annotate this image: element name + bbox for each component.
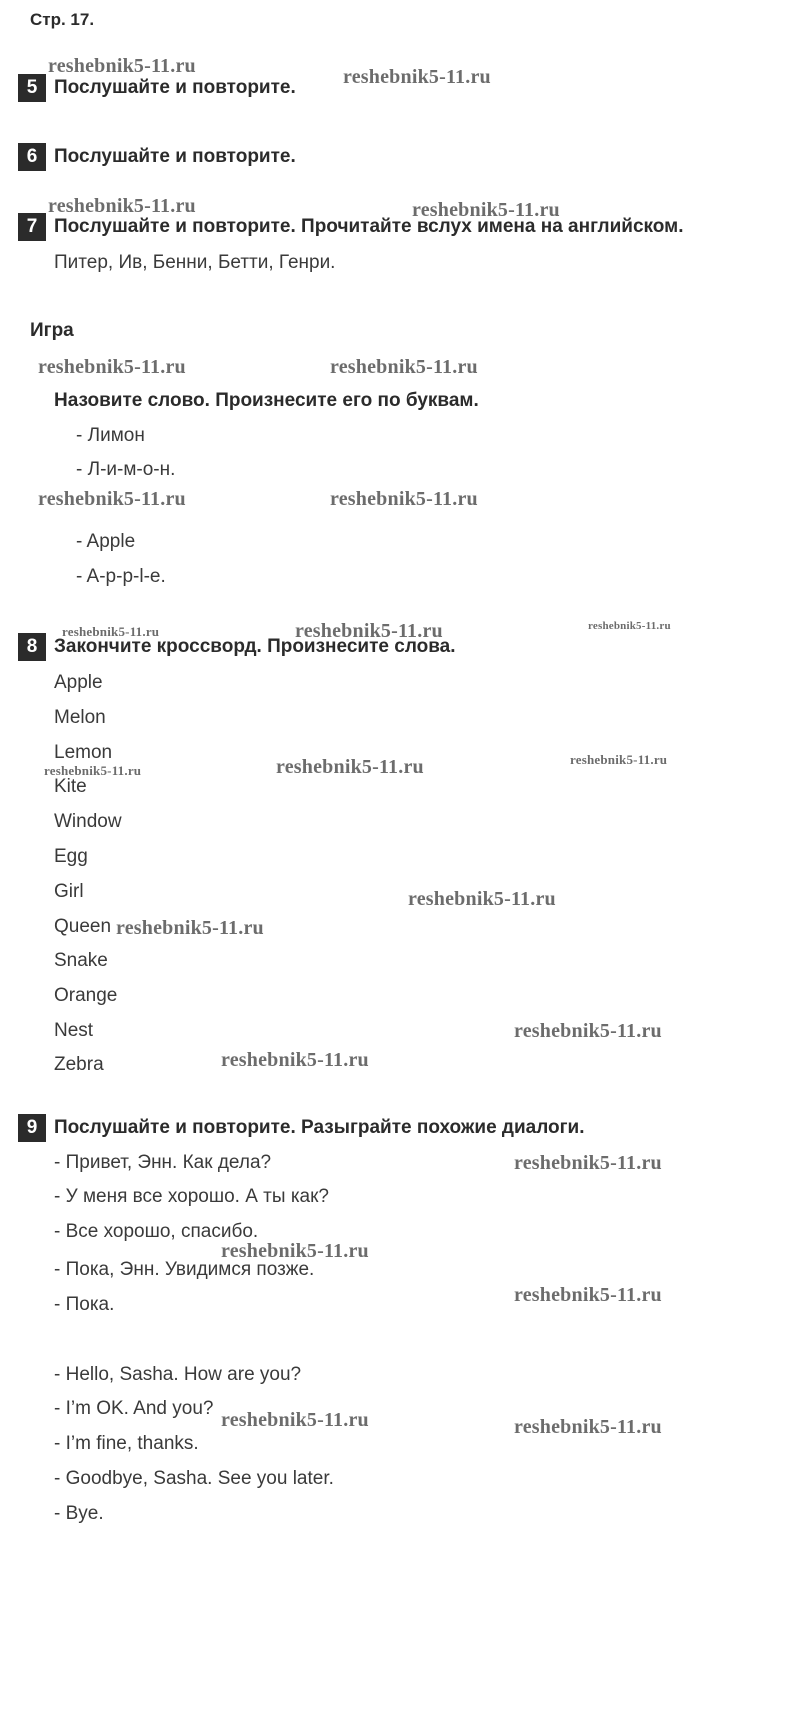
watermark: reshebnik5-11.ru bbox=[408, 888, 556, 910]
dialog-line-en: - I’m OK. And you? bbox=[54, 1398, 214, 1419]
watermark: reshebnik5-11.ru bbox=[588, 620, 671, 632]
game-instruction: Назовите слово. Произнесите его по буквам. bbox=[54, 390, 479, 411]
watermark: reshebnik5-11.ru bbox=[412, 199, 560, 221]
watermark: reshebnik5-11.ru bbox=[295, 620, 443, 642]
watermark: reshebnik5-11.ru bbox=[44, 763, 142, 778]
game-line: - Apple bbox=[76, 531, 136, 552]
game-line: - Лимон bbox=[76, 425, 145, 446]
game-line: - Л-и-м-о-н. bbox=[76, 459, 176, 480]
task-number-5: 5 bbox=[18, 74, 46, 102]
watermark: reshebnik5-11.ru bbox=[514, 1416, 662, 1438]
crossword-word: Apple bbox=[54, 672, 103, 693]
task-7-title: Послушайте и повторите. Прочитайте вслух имена на английском. bbox=[54, 216, 684, 237]
watermark: reshebnik5-11.ru bbox=[221, 1240, 369, 1262]
watermark: reshebnik5-11.ru bbox=[38, 488, 186, 510]
dialog-line-en: - I’m fine, thanks. bbox=[54, 1433, 199, 1454]
watermark: reshebnik5-11.ru bbox=[62, 624, 160, 639]
task-7-names: Питер, Ив, Бенни, Бетти, Генри. bbox=[54, 252, 336, 273]
dialog-line-ru: - У меня все хорошо. А ты как? bbox=[54, 1186, 329, 1207]
crossword-word: Orange bbox=[54, 985, 118, 1006]
watermark: reshebnik5-11.ru bbox=[38, 356, 186, 378]
task-6-title: Послушайте и повторите. bbox=[54, 146, 296, 167]
watermark: reshebnik5-11.ru bbox=[276, 756, 424, 778]
watermark: reshebnik5-11.ru bbox=[48, 55, 196, 77]
watermark: reshebnik5-11.ru bbox=[116, 917, 264, 939]
dialog-line-en: - Goodbye, Sasha. See you later. bbox=[54, 1468, 334, 1489]
dialog-line-ru: - Привет, Энн. Как дела? bbox=[54, 1152, 272, 1173]
watermark: reshebnik5-11.ru bbox=[48, 195, 196, 217]
crossword-word: Kite bbox=[54, 776, 87, 797]
crossword-word: Queen bbox=[54, 916, 112, 937]
watermark: reshebnik5-11.ru bbox=[570, 752, 668, 767]
dialog-line-ru: - Пока, Энн. Увидимся позже. bbox=[54, 1259, 315, 1280]
watermark: reshebnik5-11.ru bbox=[343, 66, 491, 88]
game-heading: Игра bbox=[30, 320, 74, 341]
crossword-word: Egg bbox=[54, 846, 88, 867]
crossword-word: Nest bbox=[54, 1020, 94, 1041]
dialog-line-en: - Hello, Sasha. How are you? bbox=[54, 1364, 302, 1385]
watermark: reshebnik5-11.ru bbox=[221, 1049, 369, 1071]
dialog-line-ru: - Все хорошо, спасибо. bbox=[54, 1221, 259, 1242]
dialog-line-ru: - Пока. bbox=[54, 1294, 115, 1315]
watermark: reshebnik5-11.ru bbox=[330, 356, 478, 378]
watermark: reshebnik5-11.ru bbox=[514, 1020, 662, 1042]
crossword-word: Girl bbox=[54, 881, 84, 902]
task-number-7: 7 bbox=[18, 213, 46, 241]
watermark: reshebnik5-11.ru bbox=[221, 1409, 369, 1431]
task-8-title: Закончите кроссворд. Произнесите слова. bbox=[54, 636, 456, 657]
task-number-8: 8 bbox=[18, 633, 46, 661]
watermark: reshebnik5-11.ru bbox=[330, 488, 478, 510]
crossword-word: Lemon bbox=[54, 742, 113, 763]
crossword-word: Melon bbox=[54, 707, 106, 728]
watermark: reshebnik5-11.ru bbox=[514, 1284, 662, 1306]
crossword-word: Zebra bbox=[54, 1054, 104, 1075]
crossword-word: Window bbox=[54, 811, 122, 832]
task-number-6: 6 bbox=[18, 143, 46, 171]
task-number-9: 9 bbox=[18, 1114, 46, 1142]
game-line: - A-p-p-l-e. bbox=[76, 566, 166, 587]
crossword-word: Snake bbox=[54, 950, 108, 971]
task-9-title: Послушайте и повторите. Разыграйте похожие диалоги. bbox=[54, 1117, 585, 1138]
watermark: reshebnik5-11.ru bbox=[514, 1152, 662, 1174]
page-number: Стр. 17. bbox=[30, 10, 95, 29]
task-5-title: Послушайте и повторите. bbox=[54, 77, 296, 98]
dialog-line-en: - Bye. bbox=[54, 1503, 104, 1524]
